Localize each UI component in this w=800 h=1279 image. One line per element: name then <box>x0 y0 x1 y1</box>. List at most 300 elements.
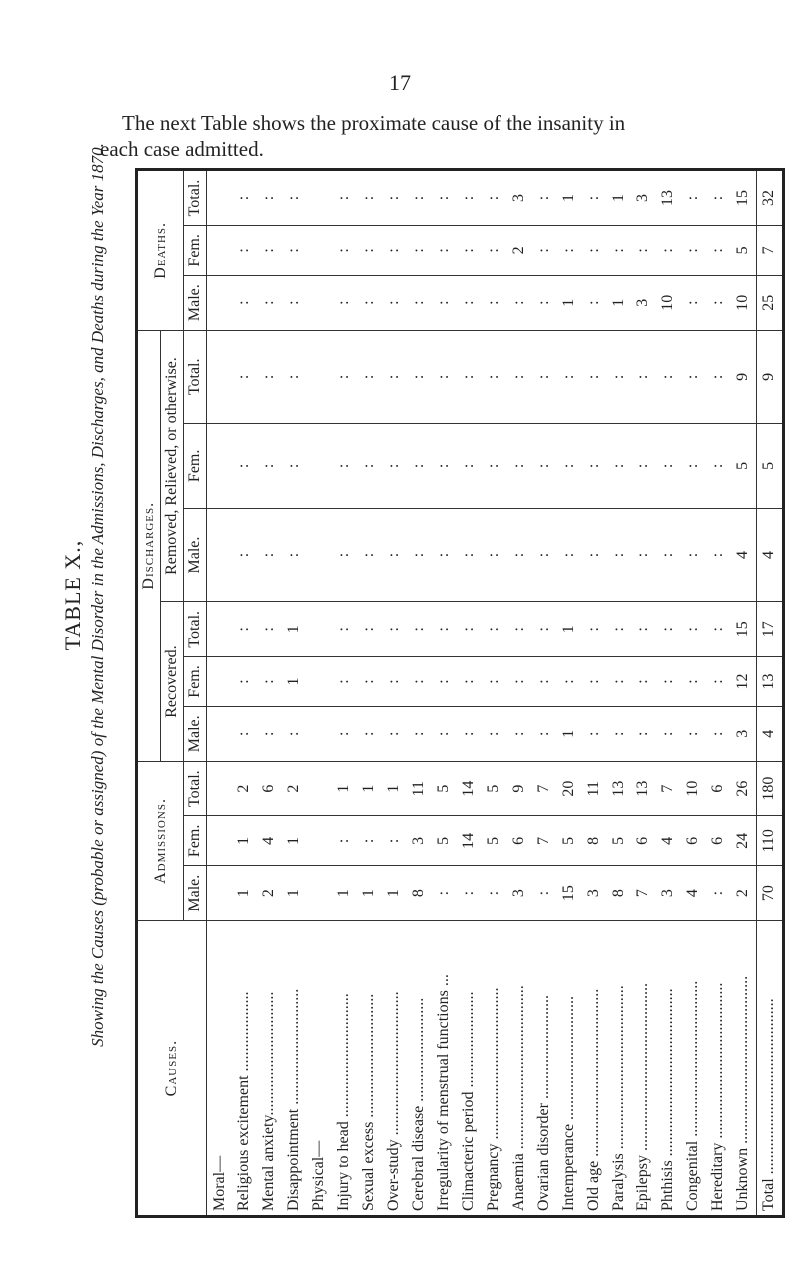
recovered-male-cell <box>207 706 233 761</box>
removed-total-cell: : <box>706 330 731 423</box>
removed-fem-cell: : <box>382 423 407 508</box>
admissions-fem-cell: 6 <box>706 816 731 866</box>
deaths-total-cell: 3 <box>631 170 656 226</box>
table-row <box>606 170 631 1217</box>
admissions-fem-cell: 1 <box>232 816 257 866</box>
recovered-fem-cell: : <box>681 657 706 707</box>
deaths-fem-cell: : <box>257 226 282 276</box>
admissions-male-cell: : <box>706 866 731 921</box>
adm-male-header: Male. <box>184 866 207 921</box>
deaths-fem-cell: : <box>432 226 457 276</box>
deaths-total-cell: 3 <box>506 170 531 226</box>
deaths-total-cell: : <box>706 170 731 226</box>
table-container <box>135 168 785 1218</box>
recovered-total-cell: : <box>681 602 706 657</box>
recovered-male-cell: : <box>656 706 681 761</box>
deaths-male-cell: 3 <box>631 275 656 330</box>
removed-male-cell <box>307 508 332 602</box>
admissions-male-cell <box>207 866 233 921</box>
recovered-fem-cell <box>207 657 233 707</box>
recovered-fem-cell: : <box>556 657 581 707</box>
table-row <box>531 170 556 1217</box>
deaths-total-cell: 1 <box>556 170 581 226</box>
cause-cell: Old age .......................................... <box>581 921 606 1217</box>
rem-fem-header: Fem. <box>184 423 207 508</box>
deaths-male-cell: : <box>456 275 481 330</box>
deaths-total-cell: 32 <box>756 170 783 226</box>
removed-fem-cell: : <box>357 423 382 508</box>
removed-fem-cell: : <box>681 423 706 508</box>
removed-fem-cell: : <box>556 423 581 508</box>
table-row <box>207 170 233 1217</box>
adm-total-header: Total. <box>184 761 207 816</box>
intro-text <box>100 110 626 162</box>
admissions-male-cell: 1 <box>282 866 307 921</box>
removed-male-cell: : <box>606 508 631 602</box>
admissions-male-cell: 1 <box>382 866 407 921</box>
removed-male-cell: : <box>432 508 457 602</box>
recovered-male-cell: : <box>232 706 257 761</box>
deaths-fem-cell: : <box>706 226 731 276</box>
removed-fem-cell: : <box>332 423 357 508</box>
admissions-male-cell: 70 <box>756 866 783 921</box>
removed-male-cell: : <box>681 508 706 602</box>
recovered-total-cell: : <box>706 602 731 657</box>
table-row <box>432 170 457 1217</box>
admissions-male-cell: 3 <box>656 866 681 921</box>
admissions-fem-cell <box>307 816 332 866</box>
deaths-male-cell <box>207 275 233 330</box>
deaths-total-cell: : <box>332 170 357 226</box>
table-row <box>332 170 357 1217</box>
deaths-fem-cell: 5 <box>731 226 757 276</box>
deaths-total-cell <box>307 170 332 226</box>
admissions-fem-cell: 1 <box>282 816 307 866</box>
recovered-male-cell: : <box>407 706 432 761</box>
admissions-fem-cell: 24 <box>731 816 757 866</box>
table-row <box>581 170 606 1217</box>
removed-total-cell: : <box>357 330 382 423</box>
deaths-male-cell: : <box>581 275 606 330</box>
recovered-fem-cell: : <box>432 657 457 707</box>
removed-total-cell: : <box>332 330 357 423</box>
recovered-total-cell: : <box>432 602 457 657</box>
admissions-male-cell: : <box>481 866 506 921</box>
removed-male-cell: : <box>257 508 282 602</box>
table-body <box>207 170 784 1217</box>
deaths-total-cell: : <box>432 170 457 226</box>
admissions-male-cell: 2 <box>257 866 282 921</box>
intro-line-2: each case admitted. <box>100 137 264 161</box>
recovered-fem-cell: : <box>631 657 656 707</box>
rec-fem-header: Fem. <box>184 657 207 707</box>
deaths-male-cell: : <box>506 275 531 330</box>
admissions-total-cell: 2 <box>232 761 257 816</box>
table-row <box>407 170 432 1217</box>
deaths-total-cell: : <box>407 170 432 226</box>
deaths-fem-cell: : <box>581 226 606 276</box>
table-row <box>232 170 257 1217</box>
dea-male-header: Male. <box>184 275 207 330</box>
cause-cell: Sexual excess ............................... <box>357 921 382 1217</box>
deaths-fem-cell: 2 <box>506 226 531 276</box>
deaths-fem-cell: : <box>456 226 481 276</box>
recovered-total-cell: 15 <box>731 602 757 657</box>
table-row <box>456 170 481 1217</box>
recovered-total-cell: : <box>581 602 606 657</box>
recovered-total-cell: 17 <box>756 602 783 657</box>
recovered-fem-cell: : <box>232 657 257 707</box>
removed-total-cell: 9 <box>756 330 783 423</box>
admissions-fem-cell: : <box>357 816 382 866</box>
deaths-header: Deaths. <box>137 170 184 331</box>
recovered-male-cell: : <box>531 706 556 761</box>
removed-male-cell: : <box>407 508 432 602</box>
removed-male-cell: : <box>232 508 257 602</box>
admissions-fem-cell: 4 <box>257 816 282 866</box>
deaths-male-cell: : <box>407 275 432 330</box>
table-row <box>506 170 531 1217</box>
deaths-male-cell: : <box>282 275 307 330</box>
admissions-male-cell: 1 <box>332 866 357 921</box>
recovered-total-cell: : <box>656 602 681 657</box>
deaths-total-cell: : <box>681 170 706 226</box>
recovered-total-cell: : <box>407 602 432 657</box>
recovered-male-cell: 4 <box>756 706 783 761</box>
recovered-total-cell: : <box>531 602 556 657</box>
admissions-total-cell: 14 <box>456 761 481 816</box>
removed-total-cell: : <box>232 330 257 423</box>
rec-total-header: Total. <box>184 602 207 657</box>
deaths-fem-cell: : <box>332 226 357 276</box>
causes-table <box>135 168 785 1218</box>
recovered-fem-cell: : <box>382 657 407 707</box>
cause-cell: Unknown .......................................... <box>731 921 757 1217</box>
removed-total-cell: : <box>407 330 432 423</box>
deaths-male-cell: : <box>382 275 407 330</box>
removed-fem-cell <box>207 423 233 508</box>
deaths-total-cell: : <box>257 170 282 226</box>
table-row <box>681 170 706 1217</box>
cause-cell: Intemperance ............................... <box>556 921 581 1217</box>
deaths-total-cell: : <box>481 170 506 226</box>
admissions-male-cell: 3 <box>581 866 606 921</box>
recovered-total-cell: : <box>631 602 656 657</box>
removed-total-cell: : <box>257 330 282 423</box>
recovered-total-cell: : <box>232 602 257 657</box>
deaths-total-cell <box>207 170 233 226</box>
removed-total-cell: : <box>656 330 681 423</box>
cause-cell: Phthisis .......................................... <box>656 921 681 1217</box>
dea-fem-header: Fem. <box>184 226 207 276</box>
removed-total-cell: : <box>432 330 457 423</box>
recovered-total-cell: : <box>382 602 407 657</box>
recovered-fem-cell: : <box>456 657 481 707</box>
recovered-male-cell: : <box>481 706 506 761</box>
cause-cell: Anaemia ......................................... <box>506 921 531 1217</box>
cause-cell: Ovarian disorder .......................... <box>531 921 556 1217</box>
recovered-total-cell: : <box>481 602 506 657</box>
deaths-male-cell: : <box>257 275 282 330</box>
deaths-male-cell: : <box>232 275 257 330</box>
recovered-male-cell <box>307 706 332 761</box>
deaths-male-cell: : <box>531 275 556 330</box>
deaths-total-cell: : <box>456 170 481 226</box>
admissions-total-cell: 13 <box>606 761 631 816</box>
removed-total-cell: : <box>631 330 656 423</box>
admissions-total-cell: 10 <box>681 761 706 816</box>
removed-fem-cell: : <box>531 423 556 508</box>
deaths-male-cell: 10 <box>731 275 757 330</box>
table-row <box>307 170 332 1217</box>
recovered-fem-cell: 12 <box>731 657 757 707</box>
removed-total-cell: : <box>581 330 606 423</box>
removed-fem-cell: : <box>456 423 481 508</box>
removed-fem-cell: : <box>407 423 432 508</box>
cause-cell: Hereditary ....................................... <box>706 921 731 1217</box>
admissions-fem-cell: 14 <box>456 816 481 866</box>
removed-male-cell: : <box>531 508 556 602</box>
deaths-male-cell: : <box>357 275 382 330</box>
deaths-total-cell: : <box>531 170 556 226</box>
admissions-male-cell: 2 <box>731 866 757 921</box>
recovered-fem-cell: : <box>357 657 382 707</box>
cause-cell: Over-study .................................... <box>382 921 407 1217</box>
admissions-total-cell: 7 <box>656 761 681 816</box>
admissions-male-cell: 7 <box>631 866 656 921</box>
admissions-total-cell: 5 <box>481 761 506 816</box>
deaths-fem-cell: : <box>232 226 257 276</box>
recovered-fem-cell <box>307 657 332 707</box>
admissions-fem-cell: 6 <box>681 816 706 866</box>
deaths-total-cell: : <box>357 170 382 226</box>
recovered-fem-cell: : <box>481 657 506 707</box>
removed-total-cell: : <box>506 330 531 423</box>
admissions-fem-cell <box>207 816 233 866</box>
page-number: 17 <box>389 70 411 95</box>
table-row <box>631 170 656 1217</box>
recovered-header: Recovered. <box>161 602 184 761</box>
recovered-male-cell: : <box>706 706 731 761</box>
removed-fem-cell: : <box>481 423 506 508</box>
cause-cell: Religious excitement .................... <box>232 921 257 1217</box>
cause-cell: Irregularity of menstrual functions ... <box>432 921 457 1217</box>
admissions-male-cell: 8 <box>606 866 631 921</box>
admissions-fem-cell: 6 <box>631 816 656 866</box>
removed-total-cell: : <box>531 330 556 423</box>
recovered-total-cell: : <box>456 602 481 657</box>
admissions-fem-cell: 110 <box>756 816 783 866</box>
removed-header: Removed, Relieved, or otherwise. <box>161 330 184 602</box>
deaths-fem-cell: : <box>631 226 656 276</box>
admissions-fem-cell: 8 <box>581 816 606 866</box>
admissions-fem-cell: 4 <box>656 816 681 866</box>
admissions-total-cell: 13 <box>631 761 656 816</box>
recovered-male-cell: : <box>432 706 457 761</box>
rec-male-header: Male. <box>184 706 207 761</box>
recovered-male-cell: : <box>282 706 307 761</box>
deaths-male-cell: 1 <box>556 275 581 330</box>
cause-cell: Pregnancy ...................................... <box>481 921 506 1217</box>
recovered-male-cell: : <box>581 706 606 761</box>
deaths-male-cell: : <box>481 275 506 330</box>
removed-male-cell: : <box>706 508 731 602</box>
deaths-total-cell: : <box>232 170 257 226</box>
removed-male-cell: : <box>506 508 531 602</box>
admissions-total-cell: 1 <box>332 761 357 816</box>
deaths-fem-cell: : <box>357 226 382 276</box>
admissions-fem-cell: 5 <box>556 816 581 866</box>
removed-male-cell: : <box>332 508 357 602</box>
table-row <box>382 170 407 1217</box>
intro-line-1: The next Table shows the proximate cause of the insanity in <box>122 111 626 135</box>
total-row <box>756 170 783 1217</box>
cause-cell: Injury to head ............................... <box>332 921 357 1217</box>
deaths-fem-cell: : <box>382 226 407 276</box>
deaths-male-cell: : <box>706 275 731 330</box>
removed-male-cell: : <box>556 508 581 602</box>
admissions-male-cell: : <box>432 866 457 921</box>
table-row <box>282 170 307 1217</box>
cause-cell: Paralysis ......................................... <box>606 921 631 1217</box>
deaths-fem-cell: : <box>481 226 506 276</box>
admissions-fem-cell: 5 <box>432 816 457 866</box>
recovered-total-cell: : <box>357 602 382 657</box>
admissions-total-cell <box>207 761 233 816</box>
table-row <box>706 170 731 1217</box>
recovered-male-cell: 3 <box>731 706 757 761</box>
removed-male-cell: : <box>481 508 506 602</box>
total-label: Total ............................................ <box>756 921 783 1217</box>
deaths-total-cell: 1 <box>606 170 631 226</box>
removed-fem-cell: : <box>282 423 307 508</box>
deaths-total-cell: 15 <box>731 170 757 226</box>
admissions-fem-cell: 5 <box>481 816 506 866</box>
recovered-male-cell: : <box>357 706 382 761</box>
admissions-total-cell: 180 <box>756 761 783 816</box>
admissions-total-cell: 11 <box>407 761 432 816</box>
rem-total-header: Total. <box>184 330 207 423</box>
removed-male-cell: 4 <box>731 508 757 602</box>
deaths-male-cell: : <box>332 275 357 330</box>
deaths-total-cell: 13 <box>656 170 681 226</box>
admissions-male-cell: 15 <box>556 866 581 921</box>
removed-male-cell: 4 <box>756 508 783 602</box>
deaths-total-cell: : <box>382 170 407 226</box>
recovered-male-cell: : <box>456 706 481 761</box>
removed-total-cell <box>307 330 332 423</box>
removed-fem-cell: 5 <box>731 423 757 508</box>
cause-cell: Physical— <box>307 921 332 1217</box>
deaths-fem-cell <box>207 226 233 276</box>
recovered-fem-cell: : <box>531 657 556 707</box>
recovered-male-cell: : <box>506 706 531 761</box>
recovered-fem-cell: : <box>581 657 606 707</box>
recovered-fem-cell: 1 <box>282 657 307 707</box>
removed-fem-cell <box>307 423 332 508</box>
admissions-total-cell: 26 <box>731 761 757 816</box>
table-number: TABLE X., <box>60 539 85 651</box>
removed-male-cell: : <box>631 508 656 602</box>
recovered-male-cell: : <box>382 706 407 761</box>
recovered-male-cell: 1 <box>556 706 581 761</box>
admissions-total-cell: 9 <box>506 761 531 816</box>
deaths-fem-cell: : <box>606 226 631 276</box>
table-row <box>257 170 282 1217</box>
deaths-male-cell: 10 <box>656 275 681 330</box>
deaths-fem-cell: : <box>681 226 706 276</box>
discharges-header: Discharges. <box>137 330 161 761</box>
removed-fem-cell: : <box>656 423 681 508</box>
admissions-total-cell: 5 <box>432 761 457 816</box>
removed-fem-cell: : <box>232 423 257 508</box>
recovered-total-cell: : <box>332 602 357 657</box>
removed-fem-cell: : <box>631 423 656 508</box>
admissions-total-cell: 1 <box>357 761 382 816</box>
adm-fem-header: Fem. <box>184 816 207 866</box>
removed-total-cell: : <box>481 330 506 423</box>
recovered-total-cell: : <box>506 602 531 657</box>
removed-total-cell: : <box>282 330 307 423</box>
rem-male-header: Male. <box>184 508 207 602</box>
deaths-fem-cell: : <box>282 226 307 276</box>
recovered-total-cell <box>307 602 332 657</box>
admissions-fem-cell: : <box>332 816 357 866</box>
table-row <box>481 170 506 1217</box>
admissions-male-cell <box>307 866 332 921</box>
deaths-total-cell: : <box>282 170 307 226</box>
removed-male-cell: : <box>382 508 407 602</box>
deaths-male-cell <box>307 275 332 330</box>
admissions-header: Admissions. <box>137 761 184 920</box>
removed-fem-cell: : <box>257 423 282 508</box>
causes-header: Causes. <box>137 921 207 1217</box>
admissions-male-cell: : <box>531 866 556 921</box>
table-caption: Showing the Causes (probable or assigned) of the Mental Disorder in the Admissions, Discharges, and Deaths during the Year 1870. <box>88 143 107 1047</box>
removed-fem-cell: : <box>506 423 531 508</box>
recovered-fem-cell: : <box>332 657 357 707</box>
deaths-total-cell: : <box>581 170 606 226</box>
recovered-male-cell: : <box>257 706 282 761</box>
recovered-fem-cell: 13 <box>756 657 783 707</box>
admissions-total-cell: 11 <box>581 761 606 816</box>
removed-fem-cell: : <box>706 423 731 508</box>
deaths-fem-cell: : <box>656 226 681 276</box>
recovered-male-cell: : <box>332 706 357 761</box>
deaths-fem-cell <box>307 226 332 276</box>
admissions-male-cell: 1 <box>357 866 382 921</box>
deaths-fem-cell: 7 <box>756 226 783 276</box>
removed-total-cell: : <box>382 330 407 423</box>
recovered-fem-cell: : <box>606 657 631 707</box>
admissions-fem-cell: 3 <box>407 816 432 866</box>
table-title <box>60 45 108 1145</box>
cause-cell: Congenital ....................................... <box>681 921 706 1217</box>
recovered-fem-cell: : <box>257 657 282 707</box>
removed-fem-cell: : <box>432 423 457 508</box>
admissions-male-cell: 4 <box>681 866 706 921</box>
cause-cell: Epilepsy .......................................... <box>631 921 656 1217</box>
admissions-total-cell: 1 <box>382 761 407 816</box>
admissions-male-cell: 1 <box>232 866 257 921</box>
deaths-male-cell: : <box>681 275 706 330</box>
admissions-male-cell: 3 <box>506 866 531 921</box>
deaths-fem-cell: : <box>531 226 556 276</box>
removed-total-cell <box>207 330 233 423</box>
deaths-male-cell: 25 <box>756 275 783 330</box>
admissions-total-cell: 6 <box>706 761 731 816</box>
removed-total-cell: : <box>681 330 706 423</box>
